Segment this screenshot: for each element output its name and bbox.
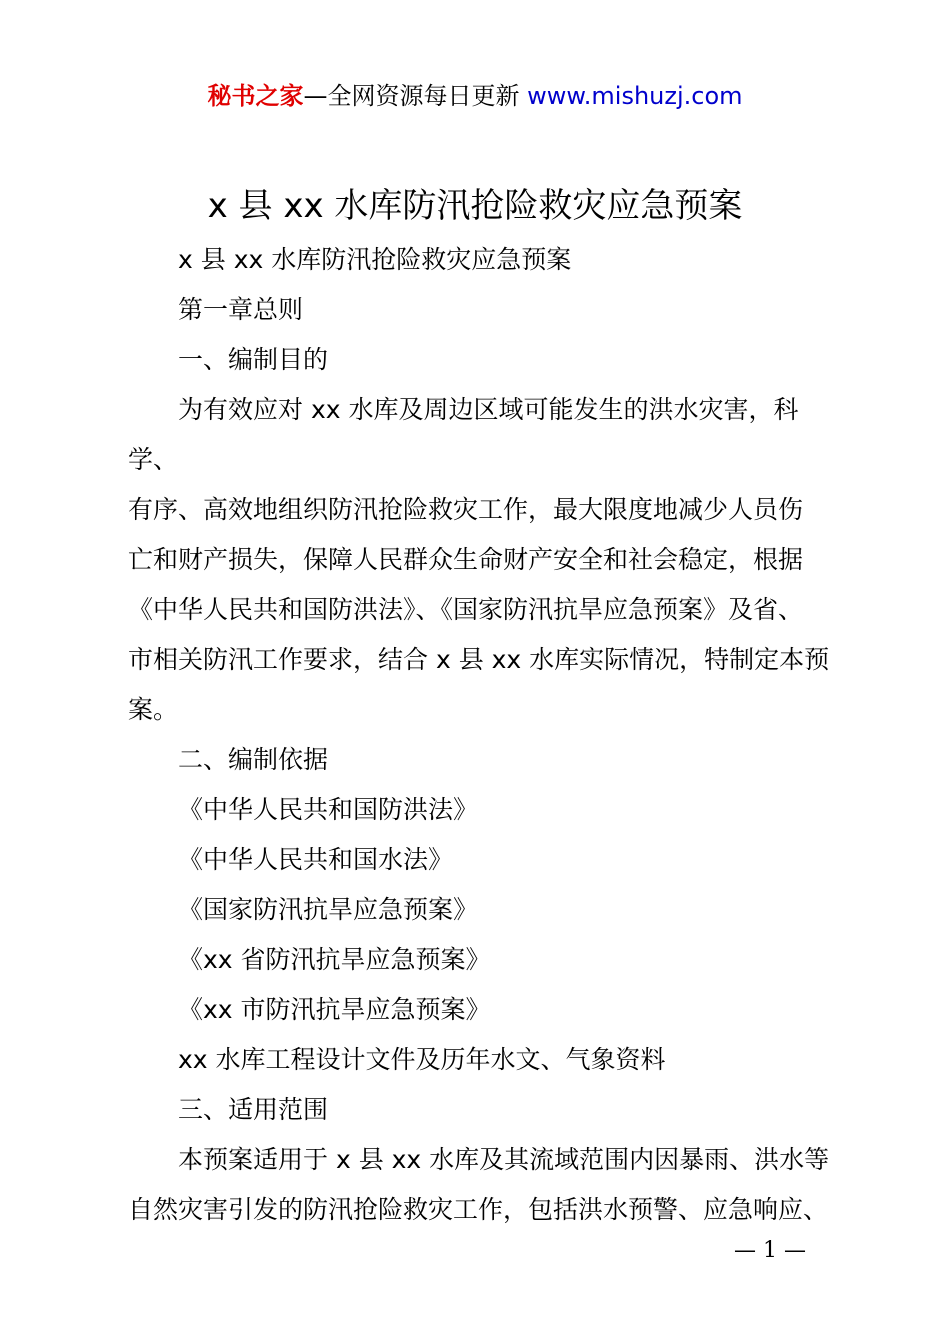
basis-item: 《中华人民共和国水法》 [178, 845, 454, 874]
site-url-link[interactable]: www.mishuzj.com [527, 82, 743, 110]
chapter-heading: 第一章总则 [178, 295, 304, 324]
document-title: x 县 xx 水库防汛抢险救灾应急预案 [207, 186, 743, 226]
section-heading-purpose: 一、编制目的 [178, 345, 329, 374]
paragraph-line: 自然灾害引发的防汛抢险救灾工作，包括洪水预警、应急响应、 [128, 1195, 829, 1224]
section-heading-basis: 二、编制依据 [178, 745, 329, 774]
document-subtitle: x 县 xx 水库防汛抢险救灾应急预案 [178, 245, 572, 274]
basis-item: 《xx 市防汛抗旱应急预案》 [178, 995, 491, 1024]
page-number: — 1 — [734, 1238, 806, 1263]
section-heading-scope: 三、适用范围 [178, 1095, 329, 1124]
paragraph-line: 《中华人民共和国防洪法》、《国家防汛抗旱应急预案》及省、 [128, 595, 804, 624]
basis-item: xx 水库工程设计文件及历年水文、气象资料 [178, 1045, 666, 1074]
paragraph-line: 亡和财产损失，保障人民群众生命财产安全和社会稳定，根据 [128, 545, 804, 574]
site-tagline: —全网资源每日更新 [303, 82, 528, 110]
paragraph-line: 有序、高效地组织防汛抢险救灾工作，最大限度地减少人员伤 [128, 495, 804, 524]
site-header [0, 80, 950, 112]
purpose-paragraph [128, 385, 838, 735]
scope-paragraph [128, 1135, 838, 1235]
basis-item: 《xx 省防汛抗旱应急预案》 [178, 945, 491, 974]
paragraph-line: 案。 [128, 695, 179, 724]
basis-item: 《中华人民共和国防洪法》 [178, 795, 479, 824]
basis-item: 《国家防汛抗旱应急预案》 [178, 895, 479, 924]
site-brand: 秘书之家 [207, 82, 304, 110]
paragraph-line: 为有效应对 xx 水库及周边区域可能发生的洪水灾害，科学、 [128, 395, 799, 474]
paragraph-line: 市相关防汛工作要求，结合 x 县 xx 水库实际情况，特制定本预 [128, 645, 830, 674]
document-body [128, 235, 838, 1235]
paragraph-line: 本预案适用于 x 县 xx 水库及其流域范围内因暴雨、洪水等 [178, 1145, 830, 1174]
